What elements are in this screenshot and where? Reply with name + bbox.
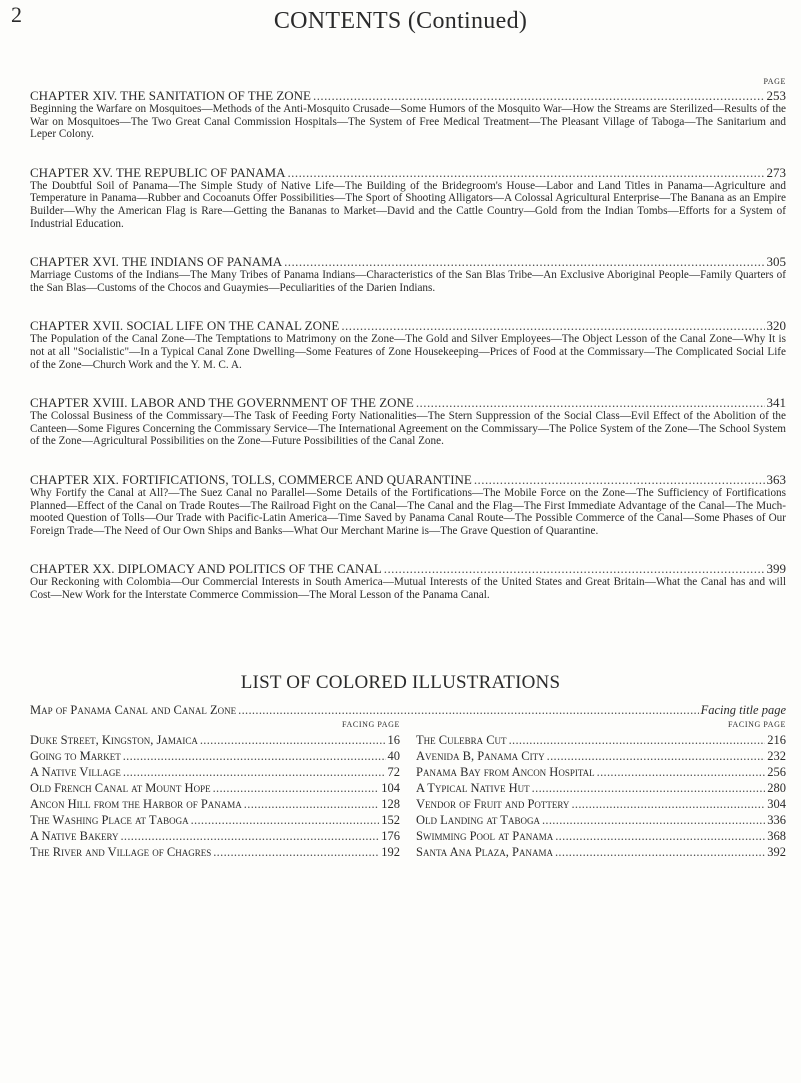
dot-leader <box>213 780 380 796</box>
chapter-title-line <box>30 472 786 487</box>
illustration-title[interactable]: A Native Village <box>30 765 121 779</box>
illustration-entry <box>30 828 400 844</box>
dot-leader <box>384 561 765 576</box>
illustration-title[interactable]: Ancon Hill from the Harbor of Panama <box>30 797 242 811</box>
illustration-page: 40 <box>387 749 400 763</box>
illustration-entry <box>416 780 786 796</box>
dot-leader <box>509 732 766 748</box>
illustration-page: 392 <box>767 845 786 859</box>
chapter-title[interactable]: CHAPTER XV. THE REPUBLIC OF PANAMA <box>30 164 286 180</box>
illustration-page: 336 <box>767 813 786 827</box>
illustrations-heading: LIST OF COLORED ILLUSTRATIONS <box>240 672 561 693</box>
chapter-summary: The Population of the Canal Zone—The Temptations to Matrimony on the Zone—The Gold and Silver Employees—The Object Lesson of the Canal Zone—Why It is not at all "Socialistic"—In a Typical Canal Zone Dwelling—Some Features of Zone Housekeeping—Prices of Food at the Commissary—The Complicated Social Life of the Zone—Church Work and the Y. M. C. A. <box>30 333 786 371</box>
chapter-page-number: 305 <box>766 254 786 270</box>
dot-leader <box>123 764 386 780</box>
dot-leader <box>313 88 765 103</box>
chapter-title-line <box>30 254 786 269</box>
dot-leader <box>341 318 764 333</box>
chapter-page-number: 253 <box>766 88 786 103</box>
chapter-title[interactable]: CHAPTER XX. DIPLOMACY AND POLITICS OF THE CANAL <box>30 561 382 577</box>
illustration-entry <box>416 796 786 812</box>
illustration-entry <box>30 780 400 796</box>
illustrations-left-column <box>30 720 400 860</box>
chapter-page-number: 341 <box>766 395 786 411</box>
dot-leader <box>416 395 765 410</box>
illustration-title[interactable]: Panama Bay from Ancon Hospital <box>416 765 595 779</box>
chapter-page-number: 363 <box>766 471 786 487</box>
illustration-page: 216 <box>767 733 786 747</box>
chapter-title-line <box>30 318 786 333</box>
illustration-entry <box>30 748 400 764</box>
dot-leader <box>542 812 765 828</box>
dot-leader <box>287 165 764 180</box>
chapter-page-number: 320 <box>766 318 786 334</box>
illustration-entry <box>416 828 786 844</box>
chapter-summary: Why Fortify the Canal at All?—The Suez Canal no Parallel—Some Details of the Fortifications—The Mobile Force on the Zone—The Sufficiency of Fortifications Planned—Effect of the Canal on Trade Routes—The Railroad Fight on the Canal—The Canal and the Flag—The First Immediate Advantage of the Canal—The Much-mooted Question of Tolls—Our Trade with Pacific-Latin America—Time Saved by Panama Canal Route—The Possible Commerce of the Canal—Some Phases of Our Foreign Trade—The Need of Our Own Ships and Banks—What Our Merchant Marine is—The Grave Question of Quarantine. <box>30 486 786 537</box>
dot-leader <box>555 828 765 844</box>
map-title[interactable]: Map of Panama Canal and Canal Zone <box>30 703 237 717</box>
illustration-entry <box>416 844 786 860</box>
dot-leader <box>555 844 765 860</box>
chapter-title[interactable]: CHAPTER XVIII. LABOR AND THE GOVERNMENT OF THE ZONE <box>30 395 414 411</box>
illustration-entry <box>30 764 400 780</box>
illustration-title[interactable]: Avenida B, Panama City <box>416 749 545 763</box>
illustration-title[interactable]: Old French Canal at Mount Hope <box>30 781 211 795</box>
illustration-page: 152 <box>381 813 400 827</box>
illustration-title[interactable]: Duke Street, Kingston, Jamaica <box>30 733 198 747</box>
illustration-page: 176 <box>381 829 400 843</box>
chapter-summary: The Doubtful Soil of Panama—The Simple Study of Native Life—The Building of the Bridegroom's House—Labor and Land Titles in Panama—Agriculture and Temperature in Panama—Rubber and Cocoanuts Offer Possibilities—The Sport of Shooting Alligators—A Colossal Agricultural Enterprise—The Banana as an Empire Builder—Why the American Flag is Rare—Getting the Bananas to Market—David and the Cattle Country—Gold from the Indian Tombs—Efforts for a System of Industrial Education. <box>30 179 786 230</box>
chapter-title[interactable]: CHAPTER XIX. FORTIFICATIONS, TOLLS, COMMERCE AND QUARANTINE <box>30 471 472 487</box>
illustration-title[interactable]: The Culebra Cut <box>416 733 507 747</box>
illustration-title[interactable]: Santa Ana Plaza, Panama <box>416 845 553 859</box>
chapter-title-line <box>30 561 786 576</box>
dot-leader <box>200 732 386 748</box>
illustration-title[interactable]: The River and Village of Chagres <box>30 845 212 859</box>
illustration-page: 16 <box>387 733 400 747</box>
illustration-entry <box>416 748 786 764</box>
map-entry <box>30 703 786 718</box>
dot-leader <box>244 796 379 812</box>
dot-leader <box>123 748 386 764</box>
chapter-entry <box>30 318 786 371</box>
chapter-summary: The Colossal Business of the Commissary—The Task of Feeding Forty Nationalities—The Stern Suppression of the Social Class—Evil Effect of the Abolition of the Canteen—Some Figures Concerning the Commissary Service—The International Agreement on the Commissary—The Police System of the Zone—The School System of the Zone—Agricultural Possibilities on the Zone—Future Possibilities of the Canal Zone. <box>30 410 786 448</box>
illustration-page: 304 <box>767 797 786 811</box>
chapter-entry <box>30 472 786 537</box>
chapter-page-number: 273 <box>766 164 786 180</box>
illustration-title[interactable]: Swimming Pool at Panama <box>416 829 554 843</box>
illustration-page: 232 <box>767 749 786 763</box>
illustration-page: 192 <box>381 845 400 859</box>
chapter-page-number: 399 <box>766 561 786 577</box>
dot-leader <box>284 254 764 269</box>
chapter-title-line <box>30 165 786 180</box>
dot-leader <box>547 748 766 764</box>
chapter-list <box>30 88 786 625</box>
page-number: 2 <box>11 2 22 27</box>
chapter-entry <box>30 395 786 448</box>
chapter-summary: Marriage Customs of the Indians—The Many Tribes of Panama Indians—Characteristics of the San Blas Tribe—An Exclusive Aboriginal People—Family Quarters of the San Blas—Customs of the Chocos and Guaymies—Peculiarities of the Darien Indians. <box>30 269 786 294</box>
illustration-title[interactable]: A Native Bakery <box>30 829 119 843</box>
illustration-page: 72 <box>387 765 400 779</box>
illustration-page: 104 <box>381 781 400 795</box>
illustration-title[interactable]: A Typical Native Hut <box>416 781 530 795</box>
dot-leader <box>571 796 765 812</box>
facing-page-label: FACING PAGE <box>342 720 400 729</box>
dot-leader <box>120 828 379 844</box>
illustration-entry <box>416 764 786 780</box>
illustration-entry <box>416 812 786 828</box>
map-caption: Facing title page <box>700 703 786 717</box>
chapter-entry <box>30 561 786 601</box>
page-heading: CONTENTS (Continued) <box>273 8 528 34</box>
illustration-entry <box>30 844 400 860</box>
illustration-title[interactable]: Old Landing at Taboga <box>416 813 540 827</box>
page-column-label: PAGE <box>763 77 786 86</box>
illustration-entry <box>30 812 400 828</box>
chapter-title[interactable]: CHAPTER XVII. SOCIAL LIFE ON THE CANAL ZONE <box>30 318 340 334</box>
dot-leader <box>532 780 766 796</box>
illustration-page: 368 <box>767 829 786 843</box>
illustration-title[interactable]: Vendor of Fruit and Pottery <box>416 797 570 811</box>
illustration-page: 256 <box>767 765 786 779</box>
facing-page-label: FACING PAGE <box>728 720 786 729</box>
illustrations-right-column <box>416 720 786 860</box>
chapter-entry <box>30 165 786 230</box>
dot-leader <box>474 472 765 487</box>
dot-leader <box>597 764 766 780</box>
dot-leader <box>191 812 380 828</box>
chapter-title[interactable]: CHAPTER XIV. THE SANITATION OF THE ZONE <box>30 88 311 103</box>
chapter-title[interactable]: CHAPTER XVI. THE INDIANS OF PANAMA <box>30 254 283 270</box>
illustration-title[interactable]: Going to Market <box>30 749 121 763</box>
chapter-summary: Beginning the Warfare on Mosquitoes—Methods of the Anti-Mosquito Crusade—Some Humors of the Mosquito War—How the Streams are Sterilized—Results of the War on Mosquitoes—The Two Great Canal Commission Hospitals—The System of Free Medical Treatment—The Pleasant Village of Taboga—The Sanitarium and Leper Colony. <box>30 103 786 141</box>
chapter-entry <box>30 254 786 294</box>
chapter-summary: Our Reckoning with Colombia—Our Commercial Interests in South America—Mutual Interests of the United States and Great Britain—What the Canal has and will Cost—New Work for the Interstate Commerce Commission—The Moral Lesson of the Panama Canal. <box>30 576 786 601</box>
chapter-title-line <box>30 88 786 103</box>
chapter-entry <box>30 88 786 141</box>
illustration-entry <box>30 732 400 748</box>
dot-leader <box>213 844 379 860</box>
illustration-entry <box>30 796 400 812</box>
illustration-entry <box>416 732 786 748</box>
illustration-page: 280 <box>767 781 786 795</box>
dot-leader <box>238 703 698 718</box>
illustration-title[interactable]: The Washing Place at Taboga <box>30 813 189 827</box>
chapter-title-line <box>30 395 786 410</box>
illustration-page: 128 <box>381 797 400 811</box>
